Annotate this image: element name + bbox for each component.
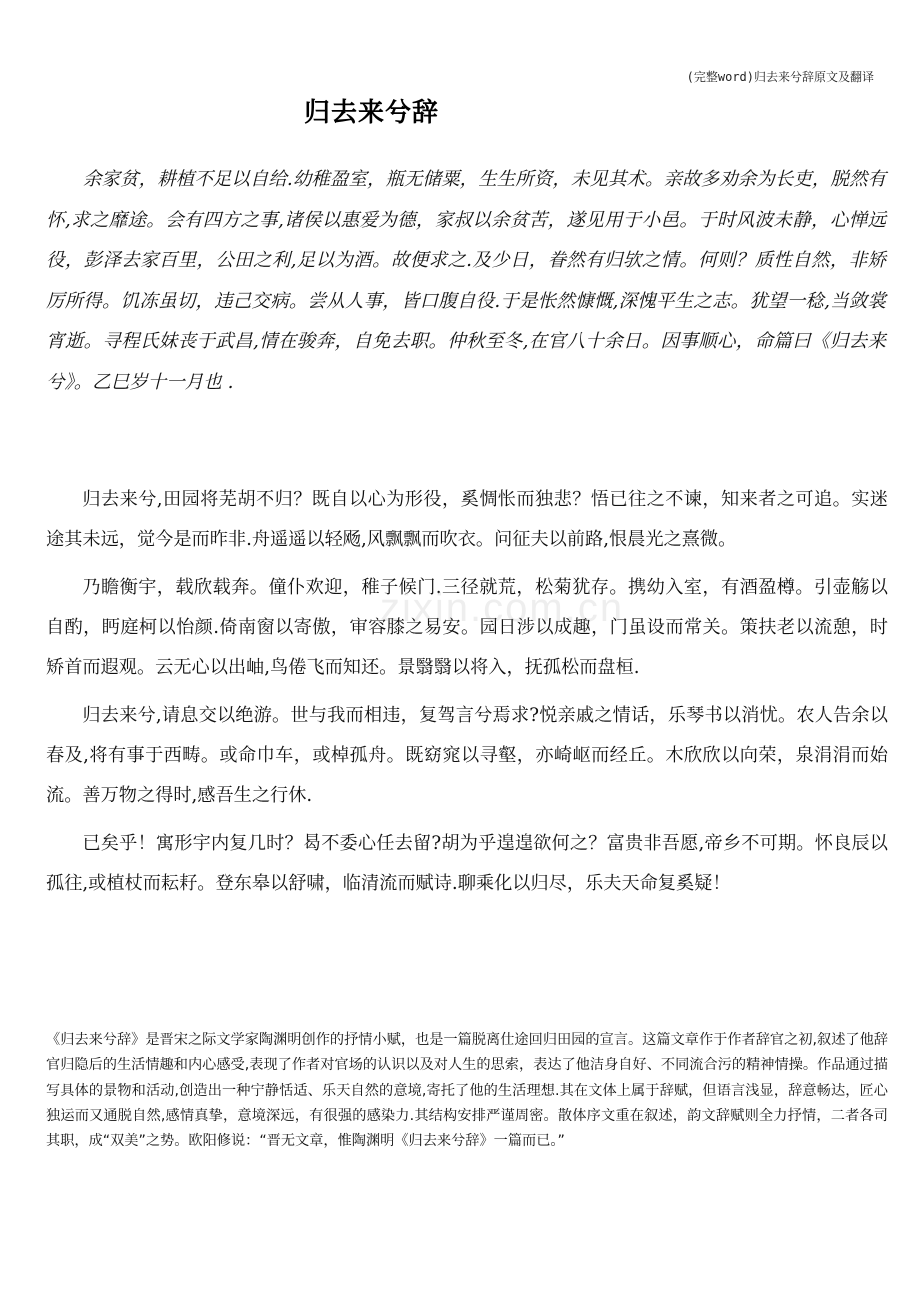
paragraph-2: 乃瞻衡宇，载欣载奔。僮仆欢迎，稚子候门.三径就荒，松菊犹存。携幼入室，有酒盈樽。引壶觞以自酌，眄庭柯以怡颜.倚南窗以寄傲，审容膝之易安。园日涉以成趣，门虽设而常关。策扶老以流憩，时矫首而遐观。云无心以出岫,鸟倦飞而知还。景翳翳以将入，抚孤松而盘桓. — [46, 577, 888, 678]
watermark: zixin.com.cn — [380, 586, 625, 630]
page-title: 归去来兮辞 — [304, 98, 440, 128]
header-note: (完整word)归去来兮辞原文及翻译 — [686, 70, 874, 84]
preface-paragraph: 余家贫，耕植不足以自给.幼稚盈室，瓶无储粟，生生所资，未见其术。亲故多劝余为长吏，脱然有怀,求之靡途。会有四方之事,诸侯以惠爱为德，家叔以余贫苦，遂见用于小邑。于时风波未静，心惮远役，彭泽去家百里，公田之利,足以为酒。故便求之.及少日，眷然有归欤之情。何则？质性自然，非矫厉所得。饥冻虽切，违己交病。尝从人事，皆口腹自役.于是怅然慷慨,深愧平生之志。犹望一稔,当敛裳宵逝。寻程氏妹丧于武昌,情在骏奔，自免去职。仲秋至冬,在官八十余日。因事顺心，命篇曰《归去来兮》。乙巳岁十一月也 . — [46, 169, 886, 393]
main-text — [46, 480, 888, 912]
commentary-paragraph: 《归去来兮辞》是晋宋之际文学家陶渊明创作的抒情小赋，也是一篇脱离仕途回归田园的宣言。这篇文章作于作者辞官之初,叙述了他辞官归隐后的生活情趣和内心感受,表现了作者对官场的认识以及对人生的思索，表达了他洁身自好、不同流合污的精神情操。作品通过描写具体的景物和活动,创造出一种宁静恬适、乐天自然的意境,寄托了他的生活理想.其在文体上属于辞赋，但语言浅显，辞意畅达，匠心独运而又通脱自然,感情真挚，意境深远，有很强的感染力.其结构安排严谨周密。散体序文重在叙述，韵文辞赋则全力抒情，二者各司其职，成“双美”之势。欧阳修说：“晋无文章，惟陶渊明《归去来兮辞》一篇而已。” — [46, 1032, 888, 1150]
paragraph-3: 归去来兮,请息交以绝游。世与我而相违，复驾言兮焉求?悦亲戚之情话，乐琴书以消忧。农人告余以春及,将有事于西畴。或命巾车，或棹孤舟。既窈窕以寻壑，亦崎岖而经丘。木欣欣以向荣，泉涓涓而始流。善万物之得时,感吾生之行休. — [46, 705, 888, 806]
paragraph-4: 已矣乎！寓形宇内复几时？曷不委心任去留?胡为乎遑遑欲何之？富贵非吾愿,帝乡不可期。怀良辰以孤往,或植杖而耘耔。登东皋以舒啸，临清流而赋诗.聊乘化以归尽，乐夫天命复奚疑！ — [46, 833, 888, 894]
paragraph-1: 归去来兮,田园将芜胡不归？既自以心为形役，奚惆怅而独悲？悟已往之不谏，知来者之可追。实迷途其未远，觉今是而昨非.舟遥遥以轻飏,风飘飘而吹衣。问征夫以前路,恨晨光之熹微。 — [46, 489, 888, 550]
